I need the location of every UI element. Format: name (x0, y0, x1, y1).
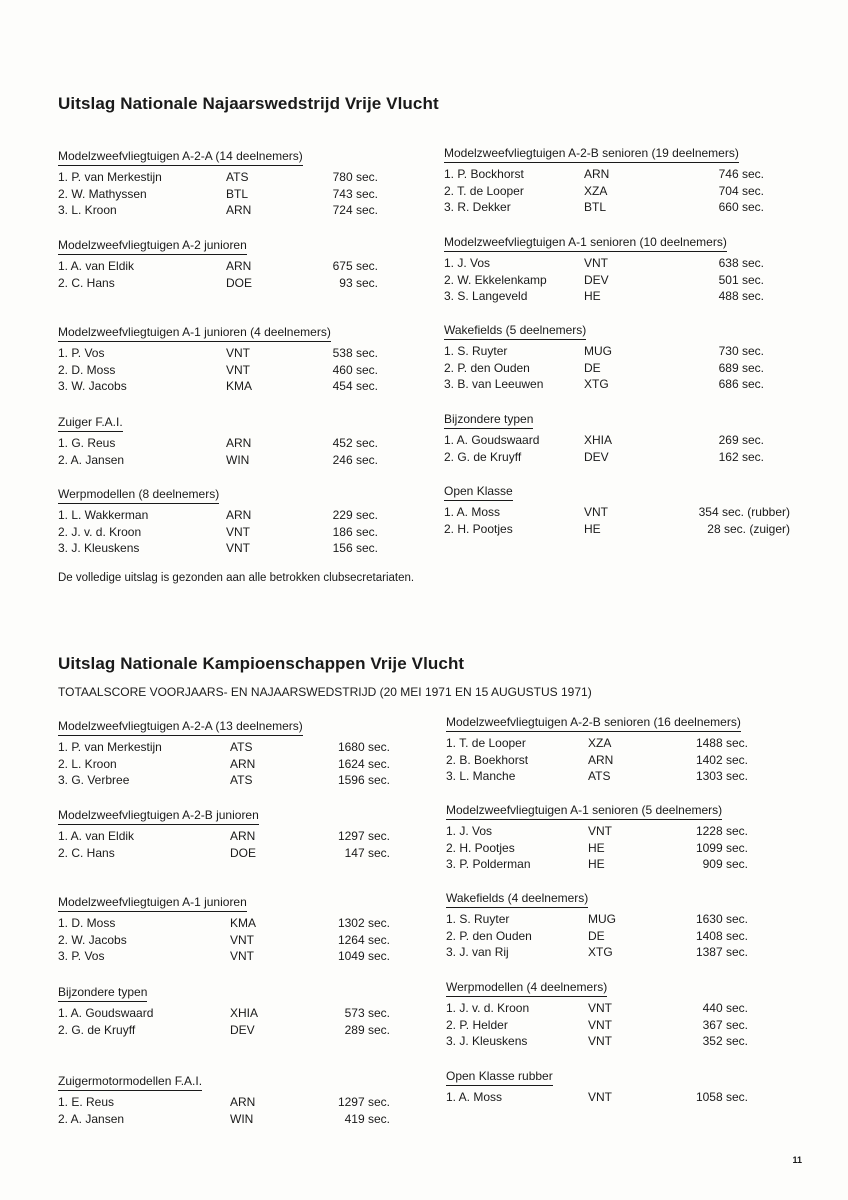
result-row: 1. G. Reus ARN 452 sec. (58, 436, 378, 450)
title-najaarswedstrijd: Uitslag Nationale Najaarswedstrijd Vrije Vlucht (58, 94, 439, 113)
result-row: 2. P. den Ouden DE 1408 sec. (446, 928, 748, 943)
section-a1-junioren (58, 325, 378, 396)
section-werpmodellen (58, 487, 378, 558)
section-heading: Zuigermotormodellen F.A.I. (58, 1074, 202, 1091)
section-heading: Wakefields (4 deelnemers) (446, 891, 588, 908)
result-row: 1. A. Moss VNT 1058 sec. (446, 1090, 748, 1104)
section-werpmodellen (446, 980, 748, 1051)
section-heading: Werpmodellen (8 deelnemers) (58, 487, 219, 504)
result-row: 2. H. Pootjes HE 28 sec. (zuiger) (444, 521, 790, 536)
result-row: 2. C. Hans DOE 93 sec. (58, 275, 378, 290)
result-row: 2. C. Hans DOE 147 sec. (58, 845, 390, 860)
result-row: 1. A. Moss VNT 354 sec. (rubber) (444, 505, 790, 519)
result-row: 1. A. van Eldik ARN 675 sec. (58, 259, 378, 273)
result-row: 2. A. Jansen WIN 419 sec. (58, 1111, 390, 1126)
section-wakefields (446, 891, 748, 962)
section-bijzondere-typen (58, 985, 390, 1039)
result-row: 1. P. Bockhorst ARN 746 sec. (444, 167, 764, 181)
section-zuigermotormodellen (58, 1074, 390, 1128)
section-a2-junioren (58, 238, 378, 292)
section-a1-senioren (446, 803, 748, 874)
result-row: 3. W. Jacobs KMA 454 sec. (58, 379, 378, 393)
section-zuiger-fai (58, 415, 378, 469)
result-row: 3. R. Dekker BTL 660 sec. (444, 200, 764, 214)
section-open-klasse (444, 484, 790, 538)
result-row: 2. G. de Kruyff DEV 162 sec. (444, 449, 764, 464)
result-row: 1. J. Vos VNT 1228 sec. (446, 824, 748, 838)
page-number: 11 (792, 1155, 802, 1165)
result-row: 1. A. Goudswaard XHIA 573 sec. (58, 1006, 390, 1020)
section-heading: Modelzweefvliegtuigen A-1 junioren (4 deelnemers) (58, 325, 331, 342)
section-heading: Modelzweefvliegtuigen A-1 junioren (58, 895, 247, 912)
section-open-klasse-rubber (446, 1069, 748, 1107)
section-heading: Open Klasse (444, 484, 513, 501)
result-row: 2. W. Mathyssen BTL 743 sec. (58, 186, 378, 201)
result-row: 1. S. Ruyter MUG 730 sec. (444, 344, 764, 358)
result-row: 1. A. Goudswaard XHIA 269 sec. (444, 433, 764, 447)
result-row: 1. P. van Merkestijn ATS 1680 sec. (58, 740, 390, 754)
result-row: 2. B. Boekhorst ARN 1402 sec. (446, 752, 748, 767)
result-row: 1. P. Vos VNT 538 sec. (58, 346, 378, 360)
result-row: 1. J. Vos VNT 638 sec. (444, 256, 764, 270)
result-row: 1. E. Reus ARN 1297 sec. (58, 1095, 390, 1109)
section-a1-junioren (58, 895, 390, 966)
footnote: De volledige uitslag is gezonden aan alle betrokken clubsecretariaten. (58, 572, 415, 584)
result-row: 3. B. van Leeuwen XTG 686 sec. (444, 377, 764, 391)
section-a2a (58, 719, 390, 790)
section-heading: Open Klasse rubber (446, 1069, 553, 1086)
result-row: 1. S. Ruyter MUG 1630 sec. (446, 912, 748, 926)
section-heading: Modelzweefvliegtuigen A-2-A (13 deelnemers) (58, 719, 303, 736)
result-row: 3. L. Manche ATS 1303 sec. (446, 769, 748, 783)
result-row: 2. D. Moss VNT 460 sec. (58, 362, 378, 377)
section-heading: Bijzondere typen (444, 412, 533, 429)
section-heading: Modelzweefvliegtuigen A-1 senioren (10 deelnemers) (444, 235, 727, 252)
result-row: 2. H. Pootjes HE 1099 sec. (446, 840, 748, 855)
result-row: 1. D. Moss KMA 1302 sec. (58, 916, 390, 930)
section-heading: Modelzweefvliegtuigen A-2 junioren (58, 238, 247, 255)
result-row: 2. G. de Kruyff DEV 289 sec. (58, 1022, 390, 1037)
section-heading: Zuiger F.A.I. (58, 415, 123, 432)
section-heading: Wakefields (5 deelnemers) (444, 323, 586, 340)
result-row: 2. W. Ekkelenkamp DEV 501 sec. (444, 272, 764, 287)
result-row: 1. P. van Merkestijn ATS 780 sec. (58, 170, 378, 184)
result-row: 2. P. den Ouden DE 689 sec. (444, 360, 764, 375)
result-row: 2. T. de Looper XZA 704 sec. (444, 183, 764, 198)
result-row: 3. L. Kroon ARN 724 sec. (58, 203, 378, 217)
section-heading: Modelzweefvliegtuigen A-2-A (14 deelnemers) (58, 149, 303, 166)
result-row: 3. G. Verbree ATS 1596 sec. (58, 773, 390, 787)
title-kampioenschappen: Uitslag Nationale Kampioenschappen Vrije Vlucht (58, 654, 465, 673)
section-a2b-senioren (446, 715, 748, 786)
section-a1-senioren (444, 235, 764, 306)
result-row: 3. J. van Rij XTG 1387 sec. (446, 945, 748, 959)
result-row: 1. J. v. d. Kroon VNT 440 sec. (446, 1001, 748, 1015)
result-row: 3. P. Polderman HE 909 sec. (446, 857, 748, 871)
subtitle: TOTAALSCORE VOORJAARS- EN NAJAARSWEDSTRIJD (20 MEI 1971 EN 15 AUGUSTUS 1971) (58, 685, 592, 699)
result-row: 1. L. Wakkerman ARN 229 sec. (58, 508, 378, 522)
result-row: 3. S. Langeveld HE 488 sec. (444, 289, 764, 303)
section-a2b-junioren (58, 808, 390, 862)
section-heading: Modelzweefvliegtuigen A-2-B senioren (16 deelnemers) (446, 715, 741, 732)
section-heading: Bijzondere typen (58, 985, 147, 1002)
result-row: 2. W. Jacobs VNT 1264 sec. (58, 932, 390, 947)
result-row: 2. A. Jansen WIN 246 sec. (58, 452, 378, 467)
result-row: 1. A. van Eldik ARN 1297 sec. (58, 829, 390, 843)
section-bijzondere-typen (444, 412, 764, 466)
section-heading: Modelzweefvliegtuigen A-1 senioren (5 deelnemers) (446, 803, 722, 820)
section-a2b-senioren (444, 146, 764, 217)
result-row: 3. P. Vos VNT 1049 sec. (58, 949, 390, 963)
result-row: 2. P. Helder VNT 367 sec. (446, 1017, 748, 1032)
section-heading: Werpmodellen (4 deelnemers) (446, 980, 607, 997)
result-row: 2. J. v. d. Kroon VNT 186 sec. (58, 524, 378, 539)
result-row: 2. L. Kroon ARN 1624 sec. (58, 756, 390, 771)
result-row: 3. J. Kleuskens VNT 352 sec. (446, 1034, 748, 1048)
section-wakefields (444, 323, 764, 394)
section-heading: Modelzweefvliegtuigen A-2-B junioren (58, 808, 259, 825)
section-heading: Modelzweefvliegtuigen A-2-B senioren (19 deelnemers) (444, 146, 739, 163)
result-row: 3. J. Kleuskens VNT 156 sec. (58, 541, 378, 555)
section-a2a (58, 149, 378, 220)
result-row: 1. T. de Looper XZA 1488 sec. (446, 736, 748, 750)
